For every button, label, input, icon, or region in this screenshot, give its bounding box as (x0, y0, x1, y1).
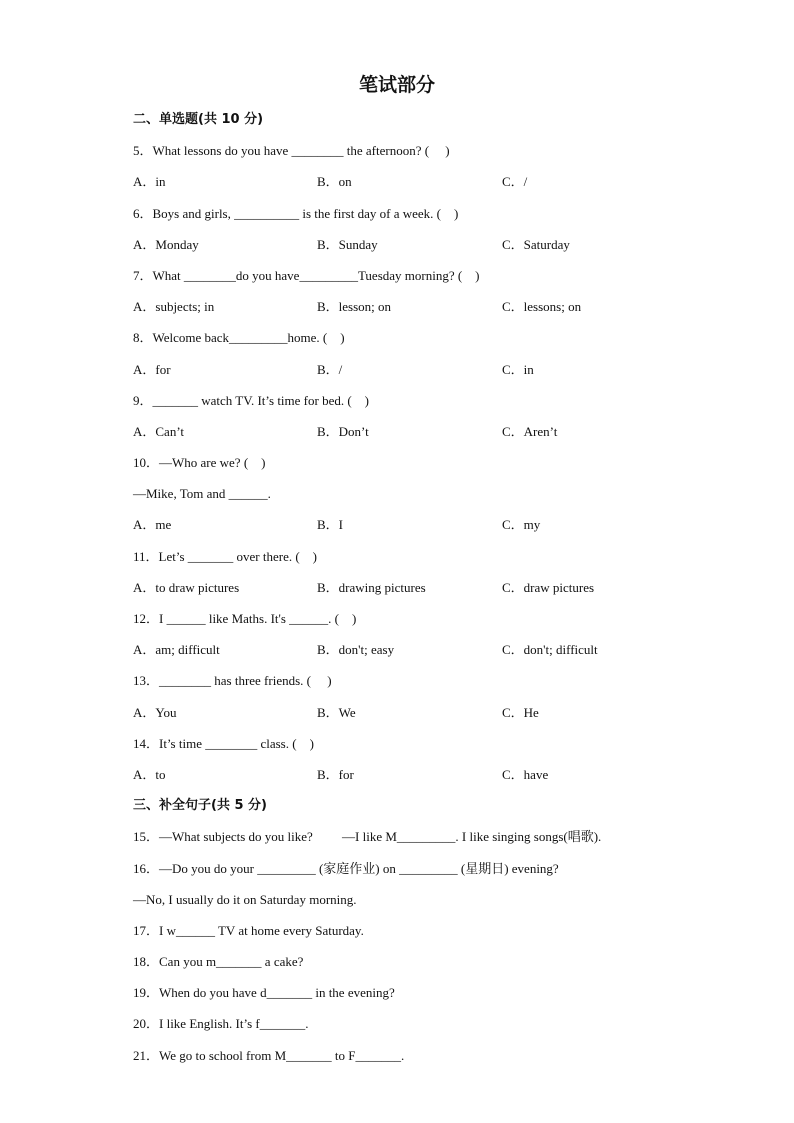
question-stem: 7．What ________do you have_________Tuesday morning? ( ) (133, 267, 480, 283)
single-choice-questions (133, 135, 693, 790)
option-b: B．drawing pictures (317, 579, 426, 595)
option-c: C．lessons; on (502, 299, 582, 315)
option-c: C．/ (502, 174, 528, 190)
sentence-line: 16．—Do you do your _________ (家庭作业) on _________ (星期日) evening? (133, 860, 559, 876)
option-b: B．Don’t (317, 423, 369, 439)
sentence-line: 21．We go to school from M_______ to F_______. (133, 1047, 405, 1063)
option-a: A．subjects; in (133, 299, 215, 315)
option-b: B．Sunday (317, 236, 378, 252)
option-a: A．in (133, 174, 166, 190)
answer-options (133, 291, 693, 322)
option-a: A．am; difficult (133, 642, 220, 658)
answer-options (133, 229, 693, 260)
sentence-line: 19．When do you have d_______ in the evening? (133, 985, 395, 1001)
option-a: A．to draw pictures (133, 579, 240, 595)
option-b: B．/ (317, 361, 343, 377)
page-title: 笔试部分 (358, 74, 435, 96)
option-c: C．in (502, 361, 534, 377)
question-stem: 8．Welcome back_________home. ( ) (133, 330, 345, 346)
option-c: C．He (502, 704, 539, 720)
option-c: C．my (502, 517, 541, 533)
answer-options (133, 759, 693, 790)
question-stem: 10．—Who are we? ( ) (133, 455, 266, 471)
option-a: A．for (133, 361, 171, 377)
sentence-line: 18．Can you m_______ a cake? (133, 954, 304, 970)
option-a: A．Monday (133, 236, 199, 252)
option-b: B．for (317, 766, 354, 782)
option-c: C．don't; difficult (502, 642, 598, 658)
option-b: B．I (317, 517, 344, 533)
answer-options (133, 354, 693, 385)
question-stem: 12．I ______ like Maths. It's ______. ( ) (133, 611, 357, 626)
option-c: C．Saturday (502, 236, 570, 252)
answer-options (133, 697, 693, 728)
answer-options (133, 572, 693, 603)
option-a: A．to (133, 766, 166, 782)
question-stem: 6．Boys and girls, __________ is the first day of a week. ( ) (133, 205, 459, 221)
complete-sentence-questions (133, 821, 693, 1071)
section-heading-complete-sentences: 三、补全句子(共 5 分) (133, 798, 267, 814)
question-stem: 14．It’s time ________ class. ( ) (133, 735, 314, 751)
question-stem: 11．Let’s _______ over there. ( ) (133, 548, 317, 564)
sentence-line: —No, I usually do it on Saturday morning. (133, 891, 357, 907)
answer-options (133, 166, 693, 197)
sentence-line: 20．I like English. It’s f_______. (133, 1016, 309, 1032)
option-b: B．We (317, 704, 356, 720)
exam-content (133, 104, 693, 1071)
question-stem: 9．_______ watch TV. It’s time for bed. ( ) (133, 392, 370, 408)
section-heading-single-choice: 二、单选题(共 10 分) (133, 112, 264, 127)
answer-options (133, 634, 693, 665)
answer-options (133, 416, 693, 447)
option-c: C．draw pictures (502, 579, 595, 595)
answer-options (133, 509, 693, 540)
option-a: A．Can’t (133, 423, 185, 439)
sentence-line: 15．—What subjects do you like? —I like M_________. I like singing songs(唱歌). (133, 829, 602, 845)
question-stem-continued: —Mike, Tom and ______. (133, 486, 271, 502)
question-stem: 13．________ has three friends. ( ) (133, 673, 332, 689)
option-b: B．don't; easy (317, 642, 395, 658)
option-a: A．You (133, 704, 177, 720)
option-b: B．lesson; on (317, 299, 392, 315)
option-c: C．Aren’t (502, 423, 558, 439)
option-c: C．have (502, 766, 549, 782)
option-b: B．on (317, 174, 352, 190)
option-a: A．me (133, 517, 172, 533)
sentence-line: 17．I w______ TV at home every Saturday. (133, 922, 364, 938)
question-stem: 5．What lessons do you have ________ the afternoon? ( ) (133, 143, 450, 159)
